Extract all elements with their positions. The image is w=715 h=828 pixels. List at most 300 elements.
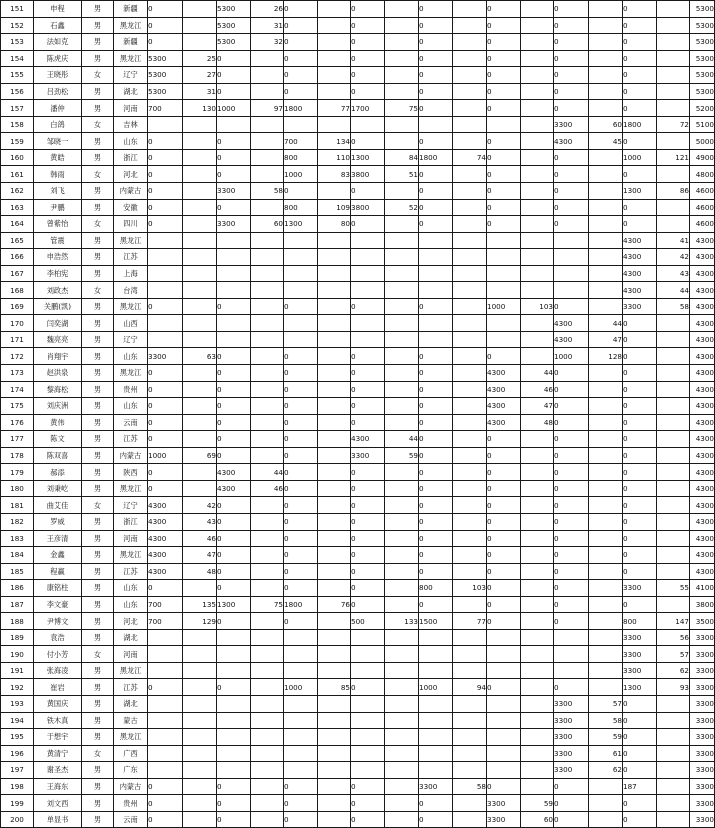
value-cell: 27 [183, 67, 217, 84]
total-cell: 3300 [690, 729, 715, 746]
value-cell [521, 563, 554, 580]
table-row [1, 580, 715, 597]
value-cell [453, 563, 487, 580]
value-cell [251, 249, 284, 266]
value-cell [385, 282, 419, 299]
value-cell [453, 17, 487, 34]
value-cell [183, 282, 217, 299]
region-cell: 四川 [114, 216, 148, 233]
value-cell [419, 729, 453, 746]
value-cell [419, 331, 453, 348]
name-cell: 谢圣杰 [34, 762, 82, 779]
value-cell [385, 547, 419, 564]
gender-cell: 男 [82, 778, 114, 795]
row-number-cell: 179 [1, 464, 34, 481]
value-cell: 44 [657, 282, 690, 299]
name-cell: 铁木真 [34, 712, 82, 729]
value-cell [251, 331, 284, 348]
value-cell [521, 662, 554, 679]
value-cell: 0 [419, 67, 453, 84]
value-cell [148, 265, 183, 282]
total-cell: 5100 [690, 116, 715, 133]
gender-cell: 男 [82, 298, 114, 315]
value-cell [318, 662, 351, 679]
region-cell: 江苏 [114, 679, 148, 696]
gender-cell: 女 [82, 216, 114, 233]
value-cell: 57 [589, 695, 623, 712]
name-cell: 管震 [34, 232, 82, 249]
value-cell: 700 [148, 100, 183, 117]
value-cell [217, 712, 251, 729]
value-cell [251, 398, 284, 415]
value-cell: 4300 [487, 365, 521, 382]
name-cell: 肖翔宇 [34, 348, 82, 365]
value-cell [657, 398, 690, 415]
value-cell: 0 [419, 447, 453, 464]
row-number-cell: 162 [1, 183, 34, 200]
value-cell [453, 530, 487, 547]
value-cell: 0 [554, 778, 589, 795]
value-cell: 1300 [217, 596, 251, 613]
value-cell [657, 563, 690, 580]
value-cell: 0 [487, 596, 521, 613]
row-number-cell: 167 [1, 265, 34, 282]
value-cell [589, 398, 623, 415]
value-cell [318, 331, 351, 348]
name-cell: 程赢 [34, 563, 82, 580]
value-cell: 0 [284, 50, 318, 67]
value-cell: 58 [453, 778, 487, 795]
region-cell: 贵州 [114, 381, 148, 398]
value-cell: 0 [284, 795, 318, 812]
value-cell: 0 [554, 811, 589, 828]
value-cell [589, 199, 623, 216]
value-cell [657, 34, 690, 51]
table-row [1, 282, 715, 299]
value-cell: 1000 [148, 447, 183, 464]
value-cell: 42 [657, 249, 690, 266]
value-cell [251, 629, 284, 646]
value-cell: 0 [623, 348, 657, 365]
region-cell: 辽宁 [114, 497, 148, 514]
value-cell [351, 282, 385, 299]
value-cell [318, 398, 351, 415]
total-cell: 4300 [690, 414, 715, 431]
value-cell: 0 [351, 547, 385, 564]
value-cell [589, 629, 623, 646]
name-cell: 魏亮亮 [34, 331, 82, 348]
total-cell: 4300 [690, 497, 715, 514]
value-cell [251, 679, 284, 696]
value-cell [521, 729, 554, 746]
value-cell: 58 [589, 712, 623, 729]
value-cell [453, 249, 487, 266]
value-cell [251, 365, 284, 382]
value-cell [589, 530, 623, 547]
value-cell: 0 [351, 480, 385, 497]
value-cell [251, 530, 284, 547]
value-cell: 0 [284, 414, 318, 431]
row-number-cell: 155 [1, 67, 34, 84]
value-cell: 0 [217, 398, 251, 415]
value-cell [657, 480, 690, 497]
value-cell: 0 [419, 216, 453, 233]
value-cell: 0 [487, 83, 521, 100]
value-cell [251, 67, 284, 84]
value-cell [251, 646, 284, 663]
value-cell: 0 [351, 216, 385, 233]
value-cell: 0 [623, 695, 657, 712]
table-row [1, 116, 715, 133]
value-cell [453, 381, 487, 398]
value-cell: 4300 [487, 381, 521, 398]
table-row [1, 1, 715, 18]
value-cell [419, 315, 453, 332]
value-cell [217, 116, 251, 133]
value-cell [217, 232, 251, 249]
value-cell: 41 [657, 232, 690, 249]
value-cell: 0 [487, 563, 521, 580]
value-cell [351, 745, 385, 762]
value-cell [487, 729, 521, 746]
value-cell [217, 646, 251, 663]
table-row [1, 149, 715, 166]
value-cell: 0 [554, 513, 589, 530]
value-cell [453, 67, 487, 84]
table-row [1, 216, 715, 233]
value-cell [453, 811, 487, 828]
value-cell: 0 [623, 331, 657, 348]
total-cell: 4300 [690, 563, 715, 580]
region-cell: 山东 [114, 133, 148, 150]
value-cell: 0 [623, 431, 657, 448]
value-cell: 0 [419, 365, 453, 382]
value-cell [657, 778, 690, 795]
gender-cell: 男 [82, 679, 114, 696]
value-cell [351, 232, 385, 249]
value-cell [385, 679, 419, 696]
value-cell [521, 183, 554, 200]
gender-cell: 男 [82, 480, 114, 497]
value-cell: 1500 [419, 613, 453, 630]
name-cell: 石鑫 [34, 17, 82, 34]
value-cell [554, 662, 589, 679]
value-cell: 0 [623, 100, 657, 117]
value-cell [589, 265, 623, 282]
value-cell: 0 [487, 100, 521, 117]
value-cell: 0 [419, 83, 453, 100]
value-cell [657, 216, 690, 233]
value-cell: 3300 [148, 348, 183, 365]
value-cell [351, 646, 385, 663]
value-cell: 3300 [623, 629, 657, 646]
total-cell: 4300 [690, 298, 715, 315]
value-cell: 0 [554, 547, 589, 564]
value-cell [385, 216, 419, 233]
region-cell: 新疆 [114, 34, 148, 51]
value-cell [351, 315, 385, 332]
table-body [1, 1, 715, 828]
gender-cell: 男 [82, 613, 114, 630]
value-cell: 0 [217, 778, 251, 795]
gender-cell: 男 [82, 530, 114, 547]
gender-cell: 男 [82, 447, 114, 464]
value-cell [657, 712, 690, 729]
value-cell [521, 447, 554, 464]
value-cell [385, 530, 419, 547]
value-cell [251, 315, 284, 332]
value-cell: 0 [284, 183, 318, 200]
value-cell: 3300 [554, 695, 589, 712]
value-cell [148, 745, 183, 762]
value-cell [148, 282, 183, 299]
value-cell: 0 [419, 398, 453, 415]
table-row [1, 17, 715, 34]
value-cell [183, 712, 217, 729]
total-cell: 4300 [690, 381, 715, 398]
total-cell: 5300 [690, 17, 715, 34]
value-cell [419, 265, 453, 282]
value-cell [589, 67, 623, 84]
name-cell: 王晓彤 [34, 67, 82, 84]
value-cell [251, 547, 284, 564]
value-cell: 0 [623, 34, 657, 51]
value-cell: 0 [284, 811, 318, 828]
value-cell: 0 [419, 530, 453, 547]
value-cell [419, 745, 453, 762]
name-cell: 尹鹏 [34, 199, 82, 216]
value-cell: 0 [419, 596, 453, 613]
value-cell [589, 166, 623, 183]
value-cell: 0 [217, 348, 251, 365]
table-row [1, 778, 715, 795]
value-cell [453, 431, 487, 448]
value-cell: 5300 [217, 1, 251, 18]
table-row [1, 67, 715, 84]
value-cell [183, 199, 217, 216]
value-cell [318, 447, 351, 464]
value-cell: 0 [487, 431, 521, 448]
row-number-cell: 172 [1, 348, 34, 365]
value-cell [284, 282, 318, 299]
value-cell [487, 695, 521, 712]
value-cell [657, 17, 690, 34]
name-cell: 黄国庆 [34, 695, 82, 712]
value-cell: 76 [318, 596, 351, 613]
value-cell: 0 [487, 1, 521, 18]
value-cell [657, 745, 690, 762]
value-cell [589, 50, 623, 67]
region-cell: 云南 [114, 811, 148, 828]
gender-cell: 男 [82, 662, 114, 679]
value-cell [657, 50, 690, 67]
value-cell: 800 [623, 613, 657, 630]
name-cell: 刘文西 [34, 795, 82, 812]
value-cell [183, 232, 217, 249]
name-cell: 刘庆洲 [34, 398, 82, 415]
value-cell [318, 116, 351, 133]
table-row [1, 265, 715, 282]
name-cell: 赵洪泉 [34, 365, 82, 382]
value-cell [521, 67, 554, 84]
value-cell: 0 [487, 149, 521, 166]
value-cell: 80 [318, 216, 351, 233]
value-cell [183, 331, 217, 348]
value-cell: 4300 [554, 331, 589, 348]
region-cell: 黑龙江 [114, 729, 148, 746]
value-cell [554, 629, 589, 646]
value-cell [251, 695, 284, 712]
total-cell: 4300 [690, 282, 715, 299]
region-cell: 辽宁 [114, 331, 148, 348]
value-cell [419, 662, 453, 679]
value-cell: 0 [419, 431, 453, 448]
value-cell [183, 298, 217, 315]
value-cell: 0 [554, 563, 589, 580]
row-number-cell: 186 [1, 580, 34, 597]
value-cell [385, 480, 419, 497]
value-cell: 3800 [351, 199, 385, 216]
value-cell: 0 [487, 199, 521, 216]
row-number-cell: 161 [1, 166, 34, 183]
value-cell [521, 679, 554, 696]
value-cell: 0 [623, 216, 657, 233]
value-cell: 0 [623, 447, 657, 464]
value-cell: 83 [318, 166, 351, 183]
value-cell: 0 [148, 811, 183, 828]
value-cell [318, 563, 351, 580]
value-cell: 4300 [217, 480, 251, 497]
value-cell: 0 [554, 149, 589, 166]
region-cell: 内蒙古 [114, 778, 148, 795]
value-cell [453, 795, 487, 812]
total-cell: 4300 [690, 447, 715, 464]
value-cell [521, 232, 554, 249]
value-cell [453, 199, 487, 216]
value-cell: 0 [351, 811, 385, 828]
gender-cell: 男 [82, 133, 114, 150]
value-cell: 0 [148, 679, 183, 696]
region-cell: 江苏 [114, 431, 148, 448]
value-cell: 0 [419, 348, 453, 365]
value-cell [657, 100, 690, 117]
row-number-cell: 194 [1, 712, 34, 729]
value-cell: 0 [419, 183, 453, 200]
total-cell: 4100 [690, 580, 715, 597]
row-number-cell: 165 [1, 232, 34, 249]
value-cell [657, 67, 690, 84]
value-cell [453, 762, 487, 779]
value-cell: 0 [554, 67, 589, 84]
value-cell [183, 480, 217, 497]
total-cell: 4900 [690, 149, 715, 166]
value-cell: 0 [419, 17, 453, 34]
value-cell [453, 629, 487, 646]
row-number-cell: 164 [1, 216, 34, 233]
value-cell: 109 [318, 199, 351, 216]
value-cell [453, 398, 487, 415]
value-cell [318, 431, 351, 448]
value-cell [589, 183, 623, 200]
value-cell: 0 [623, 762, 657, 779]
value-cell: 0 [554, 795, 589, 812]
value-cell: 47 [183, 547, 217, 564]
value-cell: 147 [657, 613, 690, 630]
value-cell: 0 [623, 464, 657, 481]
value-cell [453, 331, 487, 348]
value-cell [251, 811, 284, 828]
value-cell [217, 695, 251, 712]
value-cell [453, 315, 487, 332]
name-cell: 张海凌 [34, 662, 82, 679]
value-cell [453, 662, 487, 679]
value-cell [589, 17, 623, 34]
value-cell [521, 547, 554, 564]
gender-cell: 男 [82, 762, 114, 779]
value-cell: 3300 [623, 580, 657, 597]
value-cell: 130 [183, 100, 217, 117]
table-row [1, 83, 715, 100]
value-cell: 0 [419, 547, 453, 564]
value-cell [521, 629, 554, 646]
name-cell: 曲艾佳 [34, 497, 82, 514]
gender-cell: 男 [82, 249, 114, 266]
value-cell [385, 414, 419, 431]
value-cell: 4300 [148, 513, 183, 530]
value-cell: 0 [284, 1, 318, 18]
value-cell: 1700 [351, 100, 385, 117]
region-cell: 浙江 [114, 149, 148, 166]
value-cell [657, 431, 690, 448]
value-cell: 0 [351, 563, 385, 580]
value-cell: 0 [623, 811, 657, 828]
row-number-cell: 168 [1, 282, 34, 299]
value-cell [657, 348, 690, 365]
gender-cell: 男 [82, 712, 114, 729]
value-cell: 0 [351, 596, 385, 613]
total-cell: 3300 [690, 679, 715, 696]
value-cell: 0 [148, 381, 183, 398]
value-cell: 3300 [623, 298, 657, 315]
value-cell: 62 [657, 662, 690, 679]
value-cell [453, 83, 487, 100]
value-cell: 0 [351, 183, 385, 200]
value-cell: 0 [284, 447, 318, 464]
value-cell [589, 149, 623, 166]
value-cell: 0 [419, 414, 453, 431]
region-cell: 湖北 [114, 83, 148, 100]
value-cell: 0 [554, 199, 589, 216]
value-cell: 0 [623, 83, 657, 100]
value-cell [657, 530, 690, 547]
value-cell [251, 762, 284, 779]
value-cell: 57 [657, 646, 690, 663]
value-cell: 0 [554, 497, 589, 514]
region-cell: 山东 [114, 348, 148, 365]
total-cell: 3300 [690, 795, 715, 812]
value-cell: 0 [351, 34, 385, 51]
value-cell: 0 [554, 381, 589, 398]
value-cell: 59 [589, 729, 623, 746]
value-cell: 0 [217, 613, 251, 630]
value-cell: 0 [148, 199, 183, 216]
value-cell [385, 83, 419, 100]
value-cell [521, 348, 554, 365]
gender-cell: 女 [82, 282, 114, 299]
value-cell: 72 [657, 116, 690, 133]
value-cell [453, 282, 487, 299]
value-cell [351, 116, 385, 133]
